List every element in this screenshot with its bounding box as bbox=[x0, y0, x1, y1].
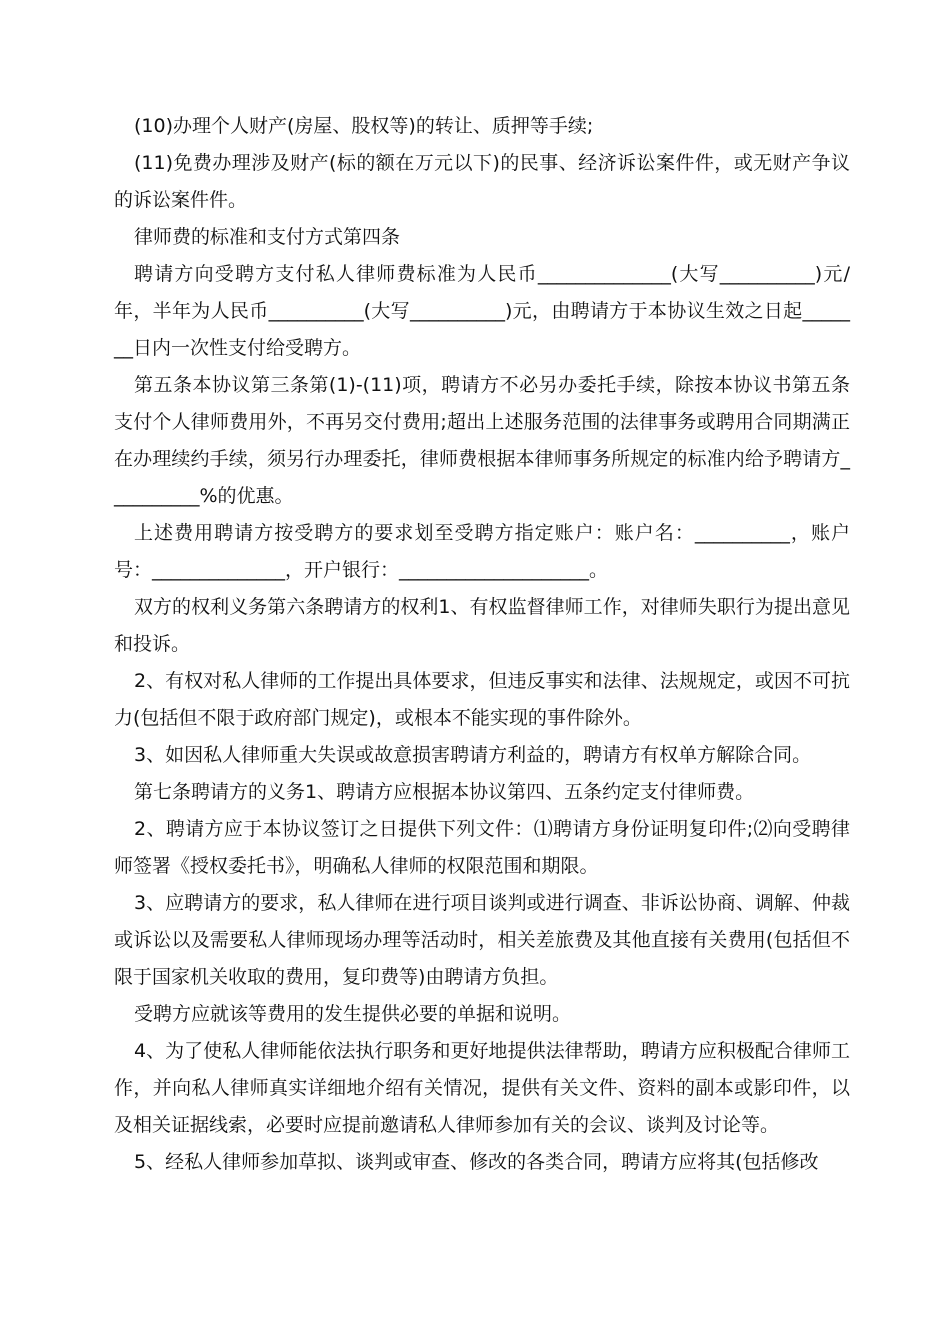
paragraph-article-6-right-1: 双方的权利义务第六条聘请方的权利1、有权监督律师工作，对律师失职行为提出意见和投诉。 bbox=[114, 596, 850, 655]
paragraph-article-7-duty-3: 3、应聘请方的要求，私人律师在进行项目谈判或进行调查、非诉讼协商、调解、仲裁或诉讼以及需要私人律师现场办理等活动时，相关差旅费及其他直接有关费用(包括但不限于国家机关收取的费用，复印费等)由聘请方负担。 bbox=[114, 892, 850, 988]
paragraph-expense-documents: 受聘方应就该等费用的发生提供必要的单据和说明。 bbox=[134, 1003, 572, 1025]
paragraph-article-7-duty-4: 4、为了使私人律师能依法执行职务和更好地提供法律帮助，聘请方应积极配合律师工作，并向私人律师真实详细地介绍有关情况，提供有关文件、资料的副本或影印件，以及相关证据线索，必要时应提前邀请私人律师参加有关的会议、谈判及讨论等。 bbox=[114, 1040, 850, 1136]
paragraph-fee-standard: 聘请方向受聘方支付私人律师费标准为人民币______________(大写__________)元/年，半年为人民币__________(大写__________)元，由聘请方于本协议生效之日起_______日内一次性支付给受聘方。 bbox=[114, 263, 850, 359]
paragraph-clause-11: (11)免费办理涉及财产(标的额在万元以下)的民事、经济诉讼案件件，或无财产争议的诉讼案件件。 bbox=[114, 152, 850, 211]
paragraph-fee-heading: 律师费的标准和支付方式第四条 bbox=[134, 226, 401, 248]
paragraph-article-7-duty-5: 5、经私人律师参加草拟、谈判或审查、修改的各类合同，聘请方应将其(包括修改 bbox=[134, 1151, 819, 1173]
paragraph-article-7-duty-2: 2、聘请方应于本协议签订之日提供下列文件：⑴聘请方身份证明复印件;⑵向受聘律师签署《授权委托书》，明确私人律师的权限范围和期限。 bbox=[114, 818, 850, 877]
paragraph-clause-10: (10)办理个人财产(房屋、股权等)的转让、质押等手续; bbox=[134, 115, 594, 137]
paragraph-article-6-right-2: 2、有权对私人律师的工作提出具体要求，但违反事实和法律、法规规定，或因不可抗力(包括但不限于政府部门规定)，或根本不能实现的事件除外。 bbox=[114, 670, 850, 729]
document-body bbox=[114, 108, 850, 1181]
paragraph-article-6-right-3: 3、如因私人律师重大失误或故意损害聘请方利益的，聘请方有权单方解除合同。 bbox=[134, 744, 812, 766]
paragraph-article-7-duty-1: 第七条聘请方的义务1、聘请方应根据本协议第四、五条约定支付律师费。 bbox=[134, 781, 755, 803]
paragraph-payment-account: 上述费用聘请方按受聘方的要求划至受聘方指定账户：账户名：__________，账户号：______________，开户银行：____________________。 bbox=[114, 522, 850, 581]
paragraph-article-5: 第五条本协议第三条第(1)-(11)项，聘请方不必另办委托手续，除按本协议书第五条支付个人律师费用外，不再另交付费用;超出上述服务范围的法律事务或聘用合同期满正在办理续约手续，须另行办理委托，律师费根据本律师事务所规定的标准内给予聘请方__________%的优惠。 bbox=[114, 374, 850, 507]
